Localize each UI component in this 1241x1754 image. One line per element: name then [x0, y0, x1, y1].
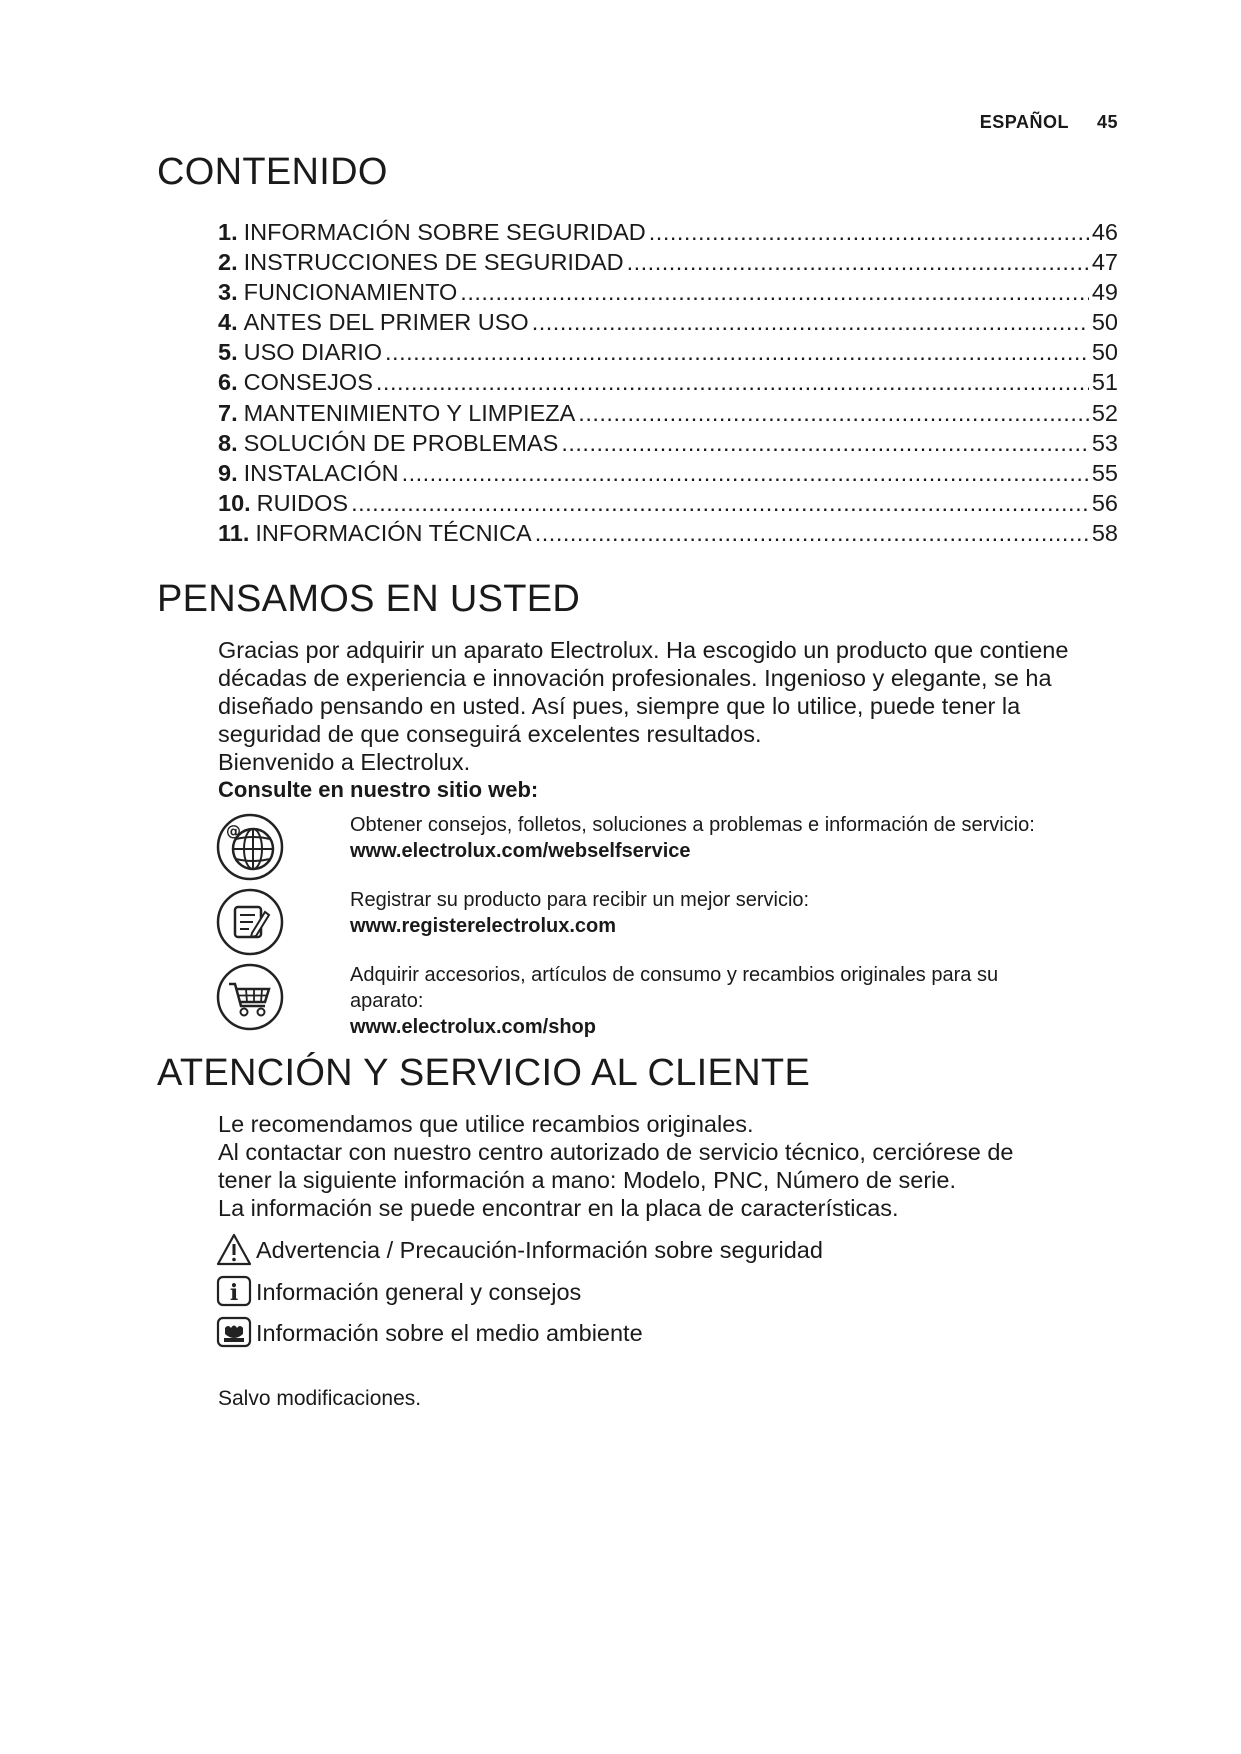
contents-title: CONTENIDO [157, 151, 388, 193]
toc-item[interactable] [218, 277, 1118, 307]
toc-item-page: 46 [1091, 219, 1118, 245]
paragraph-line: Le recomendamos que utilice recambios originales. [218, 1111, 754, 1137]
toc-item-page: 49 [1091, 279, 1118, 306]
toc-item-label: RUIDOS [256, 489, 349, 516]
warning-icon [216, 1233, 252, 1267]
paragraph-line: Al contactar con nuestro centro autorizado de servicio técnico, cerciórese de [218, 1139, 1014, 1165]
toc-leader-dots [627, 247, 1089, 277]
toc-item-label: CONSEJOS [243, 369, 373, 396]
toc-item-page: 51 [1091, 369, 1118, 396]
page-header [980, 112, 1118, 133]
toc-item[interactable] [218, 518, 1118, 548]
toc-item[interactable] [218, 458, 1118, 488]
website-description [350, 812, 1140, 864]
legend-info [216, 1275, 581, 1309]
toc-item[interactable] [218, 428, 1118, 458]
thinking-paragraph [218, 636, 1138, 804]
globe-icon [215, 812, 285, 882]
toc-item[interactable] [218, 488, 1118, 518]
website-description [350, 887, 1140, 939]
footnote: Salvo modificaciones. [218, 1387, 422, 1410]
website-text-line: Adquirir accesorios, artículos de consumo y recambios originales para su [350, 964, 999, 986]
website-link[interactable]: www.electrolux.com/shop [350, 1016, 596, 1038]
toc-leader-dots [376, 367, 1089, 397]
toc-leader-dots [578, 398, 1089, 428]
header-page-number: 45 [1096, 112, 1118, 132]
paragraph-line: seguridad de que conseguirá excelentes resultados. [218, 721, 762, 747]
legend-environment [216, 1316, 643, 1350]
toc-item-label: FUNCIONAMIENTO [243, 279, 458, 306]
website-text-line: aparato: [350, 990, 424, 1012]
toc-item[interactable] [218, 398, 1118, 428]
toc-leader-dots [561, 428, 1089, 458]
toc-item-number: 7. [218, 399, 238, 426]
register-form-icon [215, 887, 285, 957]
toc-item-page: 56 [1091, 489, 1118, 516]
header-language: ESPAÑOL [979, 112, 1069, 132]
toc-item[interactable] [218, 217, 1118, 247]
website-heading: Consulte en nuestro sitio web: [218, 777, 539, 802]
toc-item-number: 2. [218, 249, 238, 276]
toc-item-label: INSTRUCCIONES DE SEGURIDAD [243, 249, 624, 276]
service-paragraph [218, 1110, 1138, 1222]
toc-leader-dots [649, 217, 1089, 247]
toc-item-page: 50 [1091, 339, 1118, 366]
toc-leader-dots [402, 458, 1089, 488]
toc-item-number: 4. [218, 309, 238, 336]
toc-item-page: 47 [1091, 249, 1118, 276]
toc-item-number: 8. [218, 429, 238, 456]
legend-warning [216, 1233, 823, 1267]
toc-item-label: SOLUCIÓN DE PROBLEMAS [243, 429, 559, 456]
toc-item-label: USO DIARIO [243, 339, 383, 366]
legend-label: Información general y consejos [256, 1279, 582, 1305]
website-link[interactable]: www.registerelectrolux.com [350, 915, 617, 937]
legend-label: Advertencia / Precaución-Información sobre seguridad [256, 1237, 823, 1263]
toc-item-number: 6. [218, 369, 238, 396]
thinking-title: PENSAMOS EN USTED [157, 578, 581, 620]
toc-item-number: 10. [218, 489, 251, 516]
toc-item[interactable] [218, 367, 1118, 397]
toc-item-label: MANTENIMIENTO Y LIMPIEZA [243, 399, 576, 426]
toc-item-page: 58 [1091, 519, 1118, 546]
toc-item-page: 52 [1091, 399, 1118, 426]
website-link[interactable]: www.electrolux.com/webselfservice [350, 840, 691, 862]
legend-label: Información sobre el medio ambiente [256, 1320, 643, 1346]
paragraph-line: tener la siguiente información a mano: Modelo, PNC, Número de serie. [218, 1167, 957, 1193]
toc-item-page: 55 [1091, 459, 1118, 486]
toc-item-label: INFORMACIÓN TÉCNICA [255, 519, 532, 546]
toc-item-page: 50 [1091, 309, 1118, 336]
toc-leader-dots [460, 277, 1089, 307]
toc-item-number: 3. [218, 279, 238, 306]
toc-item-number: 11. [218, 519, 250, 546]
toc-item[interactable] [218, 307, 1118, 337]
toc-leader-dots [532, 307, 1089, 337]
shopping-cart-icon [215, 962, 285, 1032]
website-text-line: Obtener consejos, folletos, soluciones a problemas e información de servicio: [350, 814, 1035, 836]
toc-item-number: 5. [218, 339, 238, 366]
toc-item-number: 1. [218, 219, 238, 245]
svg-text:i: i [229, 1280, 239, 1306]
toc-item-number: 9. [218, 459, 238, 486]
info-icon [216, 1275, 252, 1309]
toc-item-page: 53 [1091, 429, 1118, 456]
toc-item-label: INSTALACIÓN [243, 459, 399, 486]
website-text-line: Registrar su producto para recibir un mejor servicio: [350, 889, 810, 911]
table-of-contents [218, 217, 1118, 548]
toc-item[interactable] [218, 247, 1118, 277]
paragraph-line: Gracias por adquirir un aparato Electrolux. Ha escogido un producto que contiene [218, 637, 1069, 663]
toc-leader-dots [385, 337, 1089, 367]
service-title: ATENCIÓN Y SERVICIO AL CLIENTE [157, 1052, 811, 1094]
website-description [350, 962, 1140, 1040]
toc-leader-dots [535, 518, 1089, 548]
paragraph-line: La información se puede encontrar en la placa de características. [218, 1195, 899, 1221]
environment-icon [216, 1316, 252, 1350]
paragraph-line: diseñado pensando en usted. Así pues, siempre que lo utilice, puede tener la [218, 693, 1021, 719]
toc-item-label: ANTES DEL PRIMER USO [243, 309, 529, 336]
toc-leader-dots [351, 488, 1089, 518]
toc-item-label: INFORMACIÓN SOBRE SEGURIDAD [243, 219, 646, 245]
paragraph-line: Bienvenido a Electrolux. [218, 749, 471, 775]
svg-text:@: @ [226, 822, 241, 840]
paragraph-line: décadas de experiencia e innovación profesionales. Ingenioso y elegante, se ha [218, 665, 1052, 691]
toc-item[interactable] [218, 337, 1118, 367]
